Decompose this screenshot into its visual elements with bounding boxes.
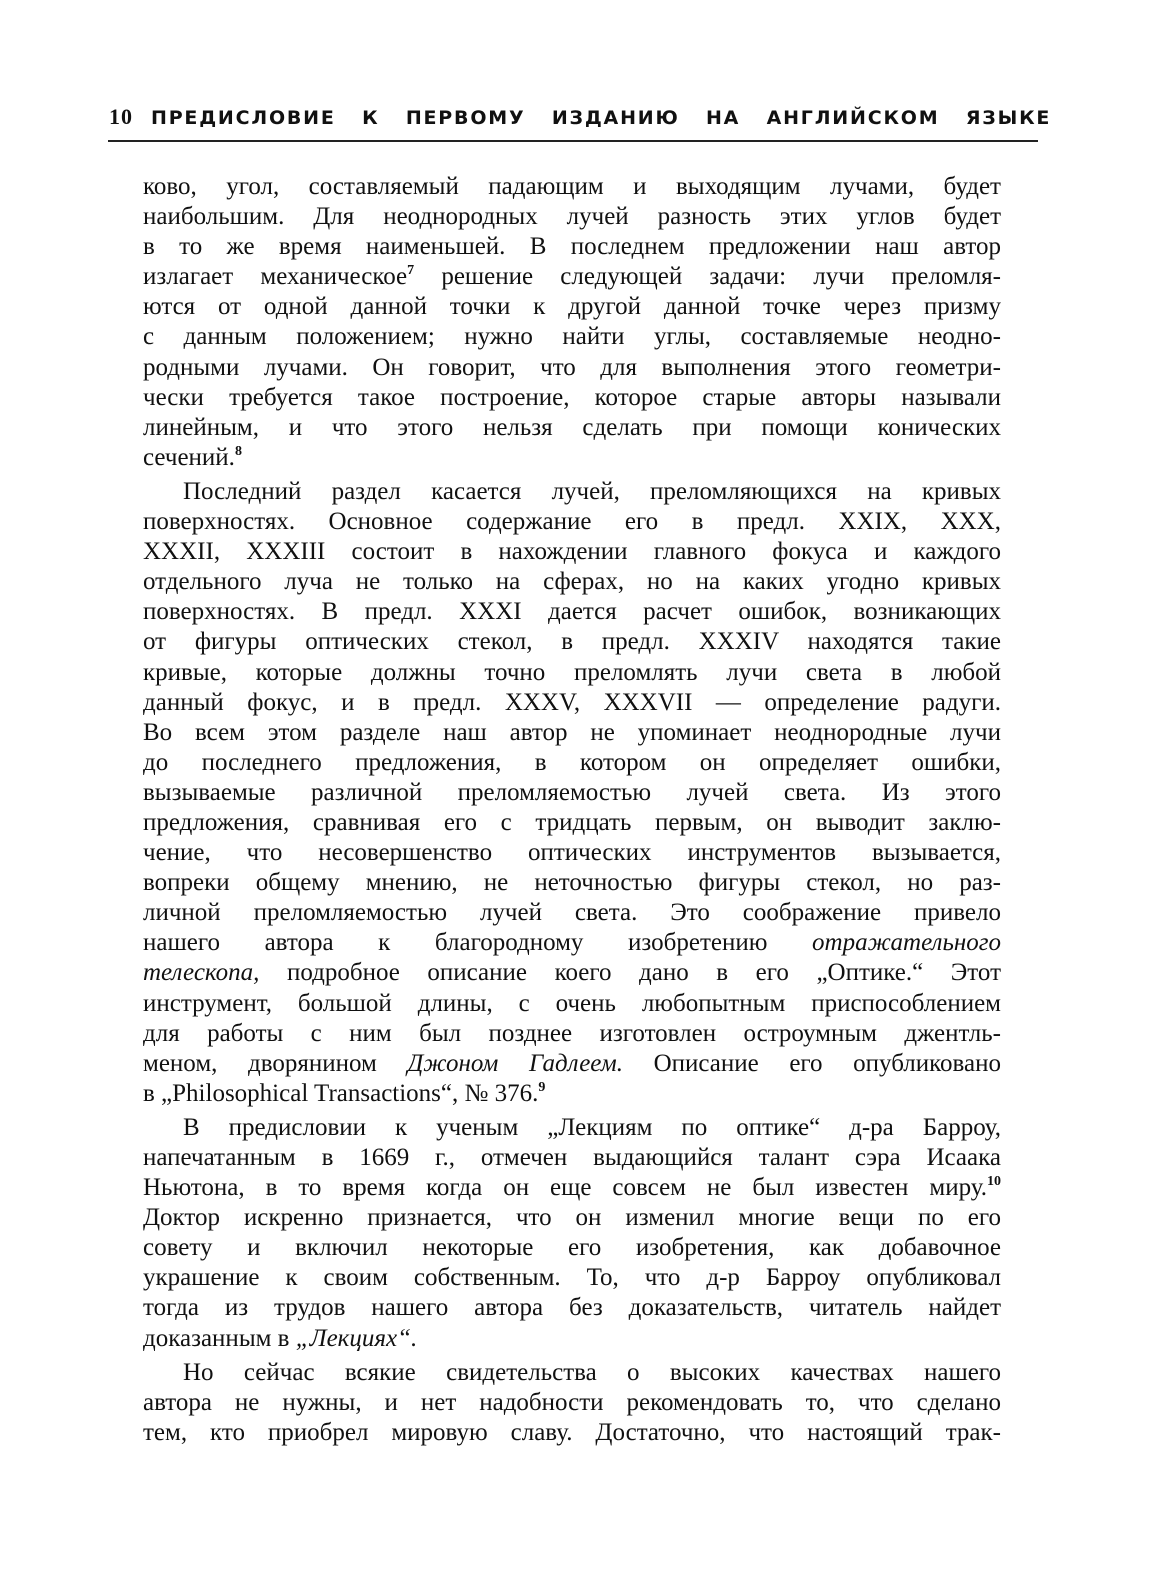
text-line [143, 1233, 1001, 1263]
text-segment: Но сейчас всякие свидетельства о высоких качествах нашего [183, 1358, 1001, 1386]
text-segment: данный фокус, и в предл. XXXV, XXXVII — определение радуги. [143, 688, 1001, 716]
text-segment: тем, кто приобрел мировую славу. Достаточно, что настоящий трак- [143, 1418, 1001, 1446]
footnote-marker: 7 [407, 263, 415, 279]
text-segment: меном, дворянином [143, 1049, 408, 1077]
text-segment: линейным, и что этого нельзя сделать при помощи конических [143, 413, 1001, 441]
text-segment: ются от одной данной точки к другой данной точке через призму [143, 293, 1001, 321]
text-line [143, 898, 1001, 928]
text-segment: поверхностях. Основное содержание его в предл. XXIX, XXX, [143, 508, 1001, 536]
italic-text: телескопа, [143, 959, 260, 987]
text-segment: Доктор искренно признается, что он изменил многие вещи по его [143, 1204, 1001, 1232]
text-line [143, 1324, 1001, 1354]
text-segment: предложения, сравнивая его с тридцать первым, он выводит заклю- [143, 808, 1001, 836]
text-segment: доказанным в [143, 1324, 296, 1352]
text-segment: автора не нужны, и нет надобности рекомендовать то, что сделано [143, 1388, 1001, 1416]
paragraph [143, 1358, 1001, 1448]
text-segment: напечатанным в 1669 г., отмечен выдающийся талант сэра Исаака [143, 1144, 1001, 1171]
text-line [143, 718, 1001, 748]
text-segment: ково, угол, составляемый падающим и выходящим лучами, будет [143, 173, 1001, 200]
text-line [143, 1203, 1001, 1233]
running-head [109, 104, 1052, 130]
text-line [143, 443, 1001, 473]
text-line [143, 778, 1001, 808]
text-segment: совету и включил некоторые его изобретения, как добавочное [143, 1234, 1001, 1262]
text-segment: вопреки общему мнению, не неточностью фигуры стекол, но раз- [143, 869, 1001, 897]
text-line [143, 808, 1001, 838]
text-segment: родными лучами. Он говорит, что для выполнения этого геометри- [143, 353, 1001, 381]
italic-text: Джоном Гадлеем. [407, 1049, 623, 1077]
text-line [143, 1113, 1001, 1143]
text-line [143, 1049, 1001, 1079]
paragraph [143, 1113, 1001, 1354]
text-segment: тогда из трудов нашего автора без доказательств, читатель найдет [143, 1294, 1001, 1322]
text-line [143, 202, 1001, 232]
body-text [143, 172, 1001, 1448]
text-line [143, 1293, 1001, 1323]
text-segment: поверхностях. В предл. XXXI дается расчет ошибок, возникающих [143, 598, 1001, 626]
page-number: 10 [109, 104, 133, 129]
text-line [143, 989, 1001, 1019]
text-line [143, 838, 1001, 868]
text-segment: до последнего предложения, в котором он определяет ошибки, [143, 748, 1001, 776]
text-segment: для работы с ним был позднее изготовлен остроумным джентль- [143, 1019, 1001, 1047]
text-segment: решение следующей задачи: лучи преломля- [414, 263, 1001, 291]
text-segment: Последний раздел касается лучей, преломляющихся на кривых [183, 477, 1001, 505]
paragraph [143, 477, 1001, 1109]
text-segment: наибольшим. Для неоднородных лучей разность этих углов будет [143, 203, 1001, 231]
text-segment: XXXII, XXXIII состоит в нахождении главного фокуса и каждого [143, 538, 1001, 566]
header-rule [108, 140, 1038, 142]
text-segment: Ньютона, в то время когда он еще совсем не был известен миру. [143, 1174, 987, 1202]
text-line [143, 748, 1001, 778]
italic-text: „Лекциях“. [295, 1324, 418, 1352]
footnote-marker: 9 [538, 1079, 546, 1095]
text-line [143, 627, 1001, 657]
text-line [143, 1358, 1001, 1388]
text-segment: излагает механическое [143, 263, 408, 291]
text-segment: от фигуры оптических стекол, в предл. XXXIV находятся такие [143, 628, 1001, 656]
text-segment: с данным положением; нужно найти углы, составляемые неодно- [143, 323, 1001, 351]
text-segment: отдельного луча не только на сферах, но на каких угодно кривых [143, 568, 1001, 596]
text-segment: кривые, которые должны точно преломлять лучи света в любой [143, 658, 1001, 686]
footnote-marker: 10 [987, 1174, 1001, 1190]
text-line [143, 658, 1001, 688]
text-line [143, 1019, 1001, 1049]
text-line [143, 172, 1001, 202]
text-line [143, 1388, 1001, 1418]
footnote-marker: 8 [234, 443, 242, 459]
text-segment: сечений. [143, 443, 235, 471]
paragraph [143, 172, 1001, 473]
text-line [143, 232, 1001, 262]
text-line [143, 1263, 1001, 1293]
text-line [143, 958, 1001, 988]
text-line [143, 383, 1001, 413]
text-segment: Описание его опубликовано [622, 1049, 1001, 1077]
text-line [143, 1143, 1001, 1173]
text-segment: личной преломляемостью лучей света. Это соображение привело [143, 899, 1001, 927]
text-segment: вызываемые различной преломляемостью лучей света. Из этого [143, 778, 1001, 806]
text-segment: чение, что несовершенство оптических инструментов вызывается, [143, 839, 1001, 867]
text-line [143, 1418, 1001, 1448]
text-segment: в то же время наименьшей. В последнем предложении наш автор [143, 233, 1001, 261]
text-line [143, 567, 1001, 597]
text-line [143, 928, 1001, 958]
text-line [143, 537, 1001, 567]
text-line [143, 868, 1001, 898]
text-line [143, 597, 1001, 627]
text-line [143, 322, 1001, 352]
text-line [143, 1173, 1001, 1203]
text-line [143, 1079, 1001, 1109]
text-segment: В предисловии к ученым „Лекциям по оптике“ д-ра Барроу, [183, 1113, 1001, 1141]
text-line [143, 262, 1001, 292]
text-line [143, 413, 1001, 443]
text-segment: подробное описание коего дано в его „Оптике.“ Этот [259, 959, 1001, 987]
text-segment: в „Philosophical Transactions“, № 376. [143, 1079, 539, 1107]
text-line [143, 688, 1001, 718]
text-line [143, 353, 1001, 383]
text-line [143, 477, 1001, 507]
italic-text: отражательного [812, 929, 1001, 957]
running-title: ПРЕДИСЛОВИЕ К ПЕРВОМУ ИЗДАНИЮ НА АНГЛИЙСКОМ ЯЗЫКЕ [151, 107, 1052, 129]
text-segment: нашего автора к благородному изобретению [143, 929, 813, 957]
text-segment: инструмент, большой длины, с очень любопытным приспособлением [143, 989, 1001, 1017]
text-line [143, 507, 1001, 537]
text-segment: украшение к своим собственным. То, что д-р Барроу опубликовал [143, 1264, 1001, 1292]
text-segment: Во всем этом разделе наш автор не упоминает неоднородные лучи [143, 718, 1001, 746]
text-segment: чески требуется такое построение, которое старые авторы называли [143, 383, 1001, 411]
text-line [143, 292, 1001, 322]
